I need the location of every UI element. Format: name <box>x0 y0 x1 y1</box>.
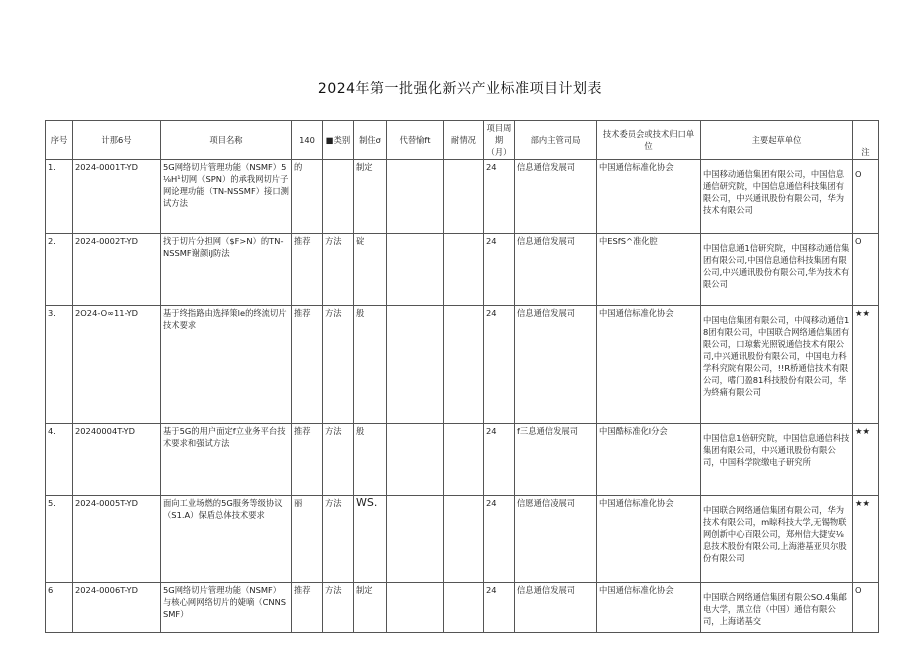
cell-col140: 推荐 <box>292 424 323 496</box>
cell-revise: 般 <box>354 424 387 496</box>
header-col140: 140 <box>292 121 323 160</box>
cell-committee: 中ESfS^准化腔 <box>597 234 701 306</box>
cell-no: 2. <box>46 234 73 306</box>
cell-committee: 中国通信标准化协会 <box>597 306 701 424</box>
table-row <box>46 496 879 583</box>
cell-no: 1. <box>46 160 73 234</box>
cell-no: 3. <box>46 306 73 424</box>
cell-revise: 般 <box>354 306 387 424</box>
cell-dept: 信息通信发展司 <box>515 583 597 633</box>
cell-plan-no: 2024-0001T-YD <box>73 160 161 234</box>
cell-category: 方法 <box>323 424 354 496</box>
cell-units: 中国联合网络通信集团有限公司，华为技术有限公司，m晾科技大学,无锡物联网创新中心百限公司，郑州信大捷安⅛息技术股份有限公司,上海港基亚贝尔股份有限公司 <box>701 496 853 583</box>
cell-note: O <box>853 160 879 234</box>
cell-committee: 中国通信标准化协会 <box>597 496 701 583</box>
cell-dept: 信愿通信凌展司 <box>515 496 597 583</box>
cell-name: 基于终指路由选择策le的终流切片技术要求 <box>161 306 292 424</box>
cell-name: 找于切片分担网（$F>N）的TN-NSSMF谢颜iJ防法 <box>161 234 292 306</box>
header-units: 主要起草单位 <box>701 121 853 160</box>
cell-status <box>444 424 484 496</box>
cell-period: 24 <box>484 234 515 306</box>
cell-no: 5. <box>46 496 73 583</box>
cell-units: 中国联合网络通信集团有限公SO.4集邮电大学，黑立信（中国）通信有限公司，上海诺基交 <box>701 583 853 633</box>
cell-dept: f三息通信发展司 <box>515 424 597 496</box>
cell-committee: 中国通信标准化协会 <box>597 160 701 234</box>
cell-dept: 信息通信发展司 <box>515 306 597 424</box>
cell-category <box>323 160 354 234</box>
cell-dept: 信息通信发展司 <box>515 160 597 234</box>
cell-col140: 的 <box>292 160 323 234</box>
cell-revise: 制定 <box>354 160 387 234</box>
cell-plan-no: 2O24-O∞11-YD <box>73 306 161 424</box>
cell-note: ★★ <box>853 496 879 583</box>
cell-plan-no: 2024-0002T-YD <box>73 234 161 306</box>
cell-units: 中国信息通1信研究院，中国移动通信集团有限公司,中国信息通信科技集团有限公司,中兴通讯股份有限公司,华为技术有限公司 <box>701 234 853 306</box>
cell-name: 5G网络切片管理功能（NSMF）与核心网网络切片的婕嘀（CNNSSMF） <box>161 583 292 633</box>
header-note: 注 <box>853 121 879 160</box>
cell-name: 5G网络切片管理功能（NSMF）5⅛H¹切网（SPN）的承我网切片子网论理功能（TN-NSSMF）接口测试方法 <box>161 160 292 234</box>
cell-units: 中国电信集团有限公司，中闯移动通信18团有限公司，中国联合网络通信集团有限公司，口琼紫光照锐通信技术有限公司,中兴通讯股份有限公司，中国电力科学科究院有限公司，!!R桥通信技术有限公司，嗜门盈81科技股份有限公司，华为終痛有限公司 <box>701 306 853 424</box>
cell-plan-no: 2024-0005T-YD <box>73 496 161 583</box>
header-committee: 技术委员会或技术归口单位 <box>597 121 701 160</box>
page-title: 2024年第一批强化新兴产业标准项目计划表 <box>317 81 603 97</box>
cell-name: 基于5G的用户面定f立业务平台技术要求和强试方法 <box>161 424 292 496</box>
header-no: 序号 <box>46 121 73 160</box>
cell-note: ★★ <box>853 424 879 496</box>
cell-period: 24 <box>484 424 515 496</box>
cell-note: O <box>853 234 879 306</box>
header-replace: 代替愉ft <box>387 121 444 160</box>
cell-replace <box>387 160 444 234</box>
cell-col140: 推荐 <box>292 234 323 306</box>
cell-category: 方法 <box>323 496 354 583</box>
table-row <box>46 160 879 234</box>
cell-units: 中国信息1倍研究院，中国信息通信科技集团有限公司，中兴通讯股份有限公司，中国科学院缴电子研究所 <box>701 424 853 496</box>
cell-revise: 碇 <box>354 234 387 306</box>
header-name: 项目名称 <box>161 121 292 160</box>
cell-category: 方法 <box>323 306 354 424</box>
cell-period: 24 <box>484 583 515 633</box>
cell-revise: 制定 <box>354 583 387 633</box>
cell-no: 4. <box>46 424 73 496</box>
cell-category: 方法 <box>323 583 354 633</box>
cell-replace <box>387 424 444 496</box>
cell-name: 面向工业场燃的5G服务等级协议（S1.A）保盾总体技术要求 <box>161 496 292 583</box>
cell-no: 6 <box>46 583 73 633</box>
cell-status <box>444 160 484 234</box>
cell-committee: 中国酷标准化l分会 <box>597 424 701 496</box>
cell-status <box>444 496 484 583</box>
cell-period: 24 <box>484 160 515 234</box>
table-row <box>46 424 879 496</box>
header-category: ■类别 <box>323 121 354 160</box>
cell-replace <box>387 306 444 424</box>
standards-plan-table <box>45 120 879 633</box>
table-row <box>46 583 879 633</box>
cell-period: 24 <box>484 496 515 583</box>
cell-col140: 推荐 <box>292 306 323 424</box>
cell-plan-no: 2024-0006T-YD <box>73 583 161 633</box>
table-row <box>46 234 879 306</box>
table-row <box>46 306 879 424</box>
cell-committee: 中国通信标准化协会 <box>597 583 701 633</box>
cell-col140: 丽 <box>292 496 323 583</box>
cell-dept: 信息通信发展司 <box>515 234 597 306</box>
header-period: 项目周期（月） <box>484 121 515 160</box>
header-revise: 制住σ <box>354 121 387 160</box>
header-row <box>46 121 879 160</box>
cell-period: 24 <box>484 306 515 424</box>
cell-revise: WS. <box>354 496 387 583</box>
cell-col140: 推荐 <box>292 583 323 633</box>
header-status: 耐情况 <box>444 121 484 160</box>
cell-units: 中国移动通信集团有限公司，中国信息通信研究院，中国信息通信科技集团有限公司，中兴通讯股份有限公司，华为技术有限公司 <box>701 160 853 234</box>
cell-replace <box>387 234 444 306</box>
cell-note: ★★ <box>853 306 879 424</box>
cell-replace <box>387 583 444 633</box>
cell-note: O <box>853 583 879 633</box>
header-dept: 部内主管司局 <box>515 121 597 160</box>
cell-plan-no: 20240004T-YD <box>73 424 161 496</box>
cell-status <box>444 583 484 633</box>
header-plan-no: 计那6号 <box>73 121 161 160</box>
cell-status <box>444 234 484 306</box>
cell-category: 方法 <box>323 234 354 306</box>
cell-replace <box>387 496 444 583</box>
cell-status <box>444 306 484 424</box>
